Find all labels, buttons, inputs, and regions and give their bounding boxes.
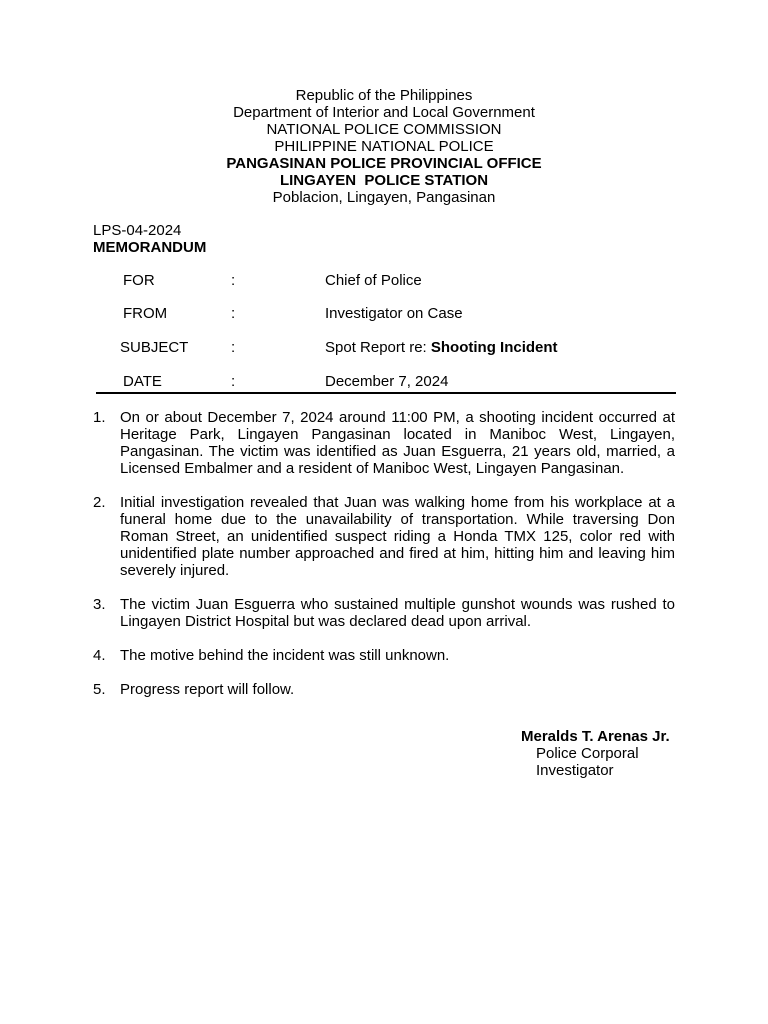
item-number: 3. <box>93 596 106 613</box>
subject-value <box>325 339 558 356</box>
routing-from-row <box>0 305 768 322</box>
signatory-position: Investigator <box>536 762 614 779</box>
list-item <box>93 409 675 477</box>
item-text: On or about December 7, 2024 around 11:00 PM, a shooting incident occurred at Heritage Park, Lingayen Pangasinan located in Maniboc West, Lingayen, Pangasinan. The victim was identified as Juan Esguerra, 21 years old, married, a Licensed Embalmer and a resident of Maniboc West, Lingayen Pangasinan. <box>120 409 675 477</box>
letterhead <box>0 87 768 206</box>
date-value: December 7, 2024 <box>325 373 449 390</box>
date-colon: : <box>231 373 236 390</box>
item-text: Initial investigation revealed that Juan was walking home from his workplace at a funeral home due to the unavailability of transportation. While traversing Don Roman Street, an unidentified suspect riding a Honda TMX 125, color red with unidentified plate number approached and fired at him, hitting him and leaving him severely injured. <box>120 494 675 579</box>
item-number: 4. <box>93 647 106 664</box>
for-value: Chief of Police <box>325 272 422 289</box>
memo-reference-number: LPS-04-2024 <box>93 222 182 239</box>
item-number: 1. <box>93 409 106 426</box>
letterhead-address: Poblacion, Lingayen, Pangasinan <box>272 189 496 206</box>
subject-label: SUBJECT <box>120 339 189 356</box>
for-colon: : <box>231 272 236 289</box>
list-item <box>93 647 675 664</box>
from-label: FROM <box>123 305 168 322</box>
subject-topic: Shooting Incident <box>430 339 558 356</box>
item-number: 2. <box>93 494 106 511</box>
from-value: Investigator on Case <box>325 305 463 322</box>
routing-for-row <box>0 272 768 289</box>
list-item <box>93 681 675 698</box>
letterhead-pnp: PHILIPPINE NATIONAL POLICE <box>274 138 494 155</box>
letterhead-napolcom: NATIONAL POLICE COMMISSION <box>266 121 502 138</box>
for-label: FOR <box>123 272 155 289</box>
letterhead-station: LINGAYEN POLICE STATION <box>279 172 489 189</box>
subject-prefix: Spot Report re: <box>325 339 431 356</box>
header-divider <box>96 392 676 394</box>
signature-block <box>521 728 721 779</box>
letterhead-republic: Republic of the Philippines <box>295 87 473 104</box>
memo-title: MEMORANDUM <box>93 239 207 256</box>
routing-subject-row <box>0 339 768 356</box>
list-item <box>93 494 675 579</box>
list-item <box>93 596 675 630</box>
from-colon: : <box>231 305 236 322</box>
report-items <box>93 409 675 715</box>
signatory-name: Meralds T. Arenas Jr. <box>521 728 670 745</box>
item-text: The victim Juan Esguerra who sustained multiple gunshot wounds was rushed to Lingayen District Hospital but was declared dead upon arrival. <box>120 596 675 630</box>
item-text: The motive behind the incident was still unknown. <box>120 647 450 664</box>
letterhead-provincial-office: PANGASINAN POLICE PROVINCIAL OFFICE <box>226 155 542 172</box>
routing-date-row <box>0 373 768 390</box>
signatory-rank: Police Corporal <box>536 745 639 762</box>
date-label: DATE <box>123 373 162 390</box>
subject-colon: : <box>231 339 236 356</box>
letterhead-department: Department of Interior and Local Government <box>233 104 535 121</box>
item-number: 5. <box>93 681 106 698</box>
item-text: Progress report will follow. <box>120 681 295 698</box>
